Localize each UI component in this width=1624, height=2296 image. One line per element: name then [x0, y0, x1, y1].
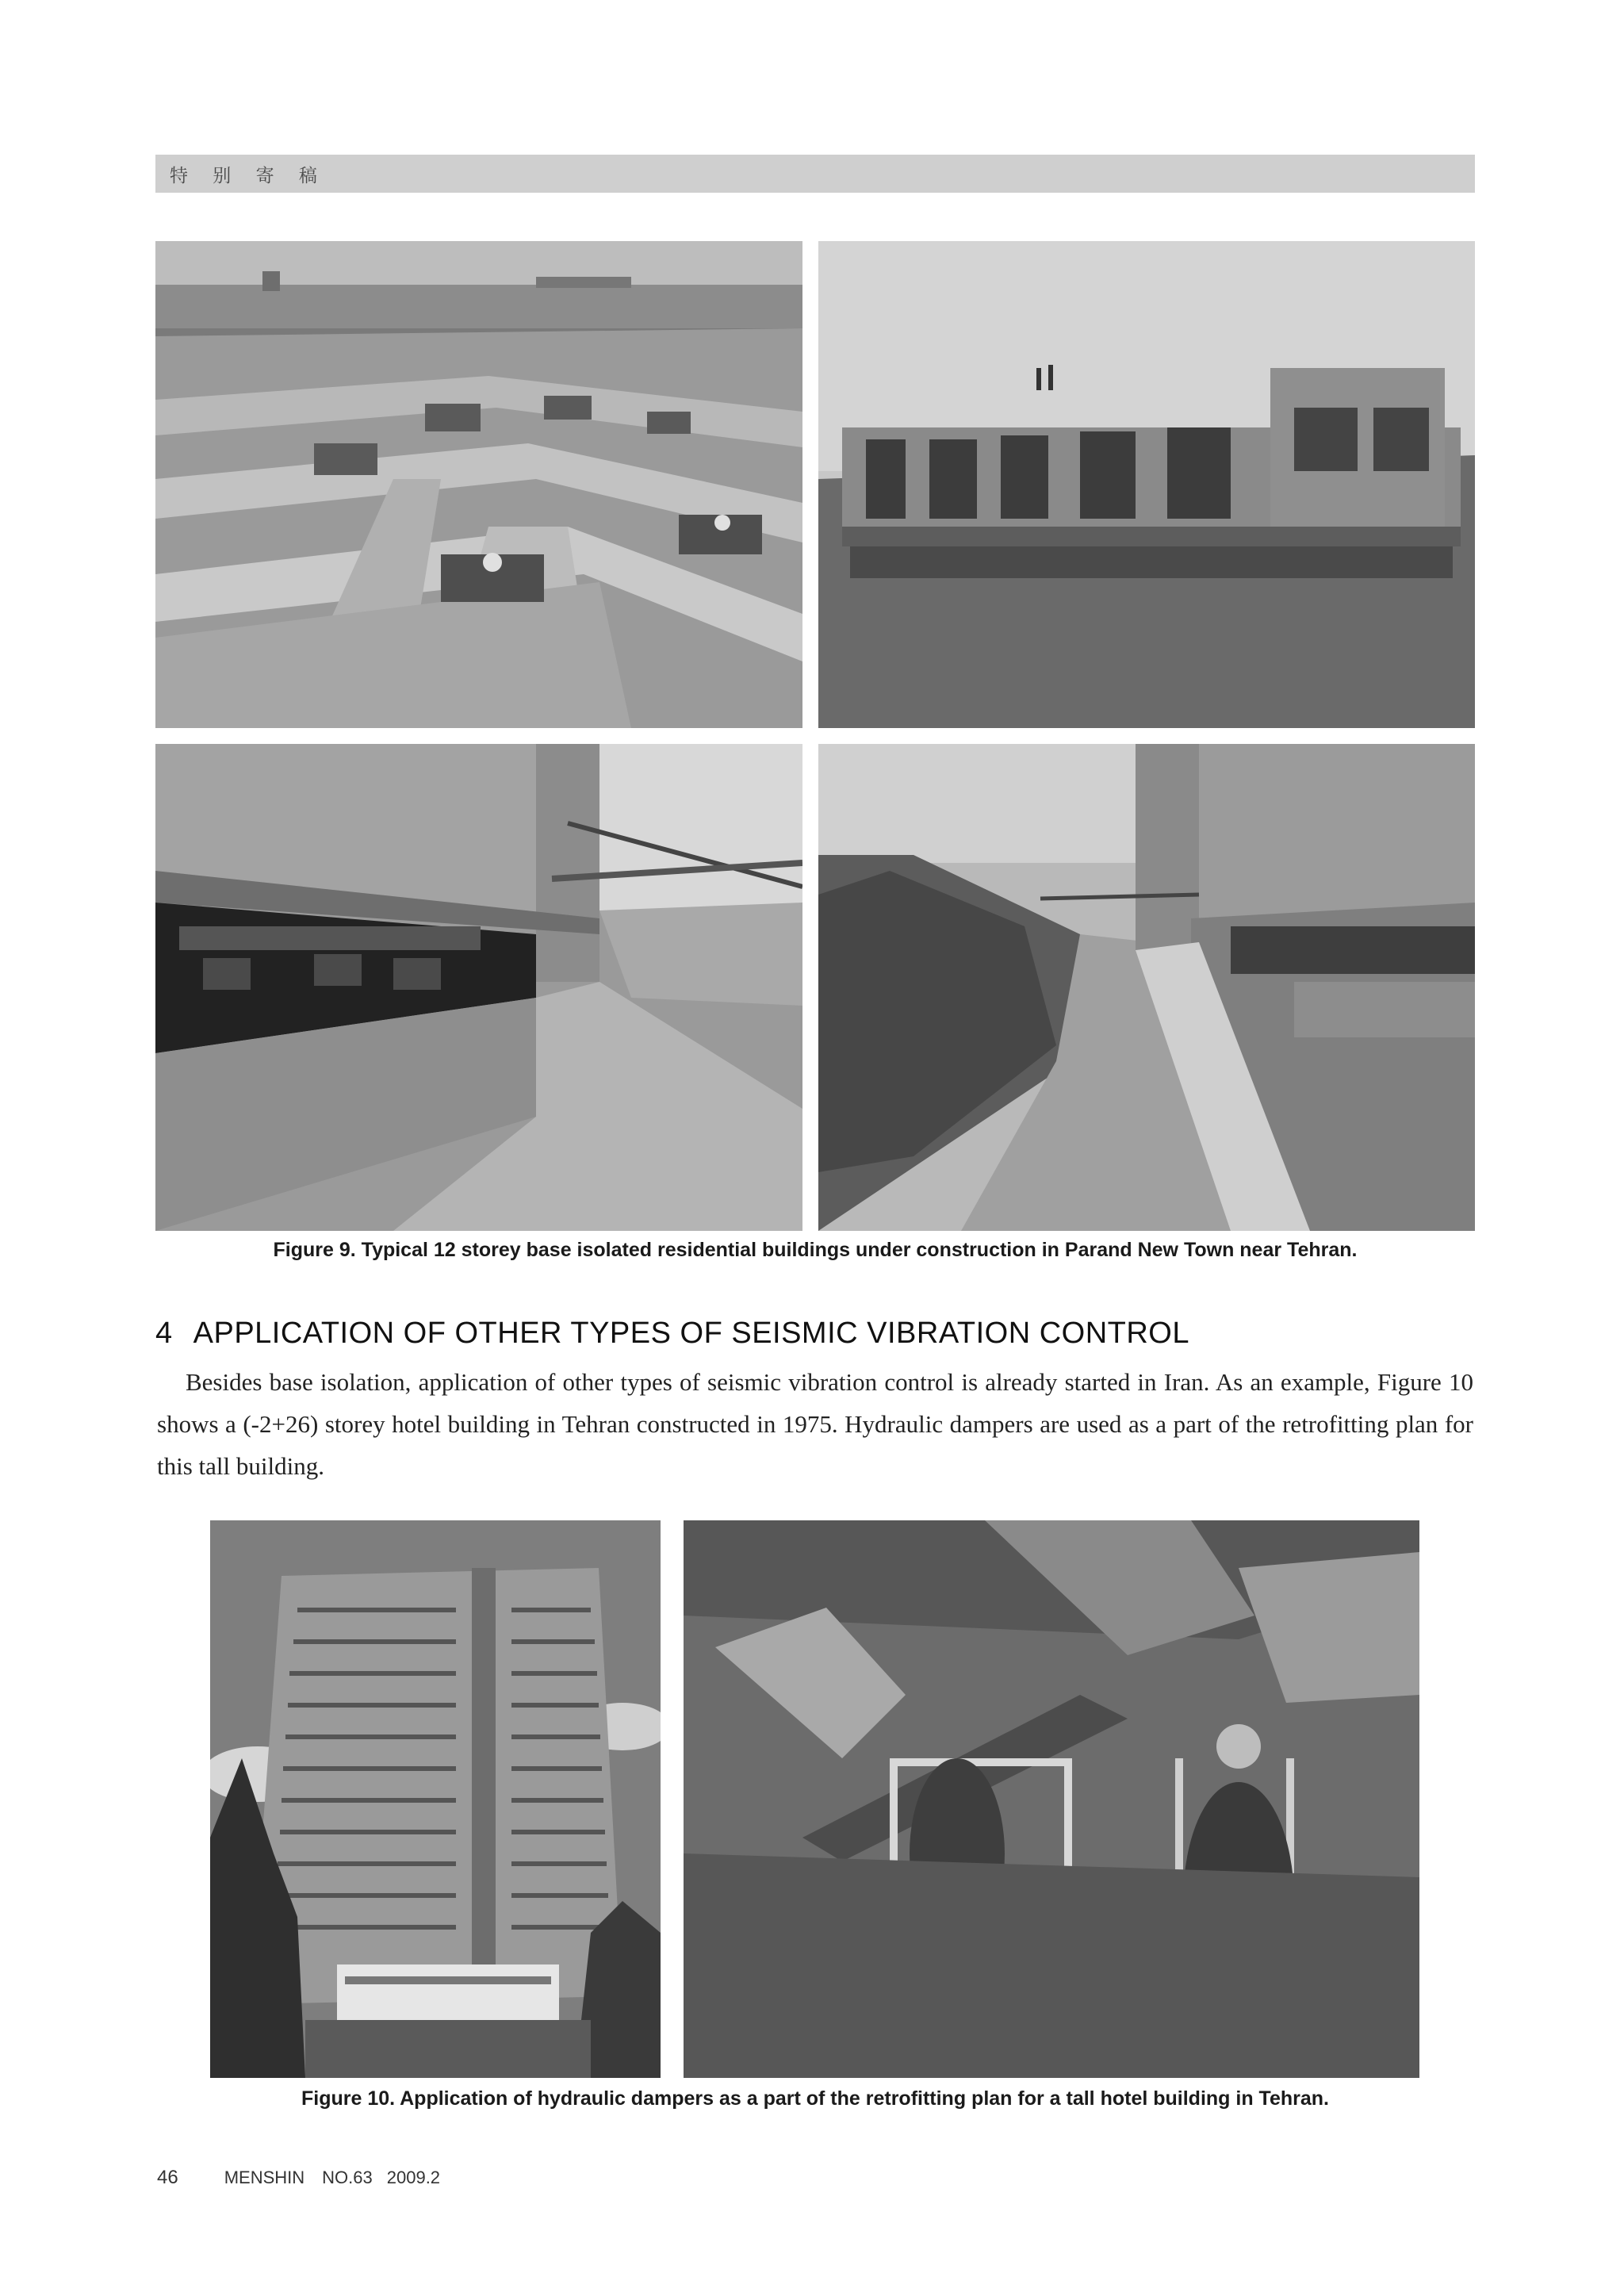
page-number: 46 [157, 2167, 178, 2188]
section-heading [155, 1317, 1475, 1351]
section-label: 特 别 寄 稿 [170, 166, 327, 186]
figure9-photo-isolation-gap [155, 744, 802, 1231]
body-paragraph: Besides base isolation, application of other types of seismic vibration control is already started in Iran. As an example, Figure 10 shows a (-2+26) storey hotel building in Tehran constructed in 1975. Hydraulic dampers are used as a part of the retrofitting plan for this tall building. [157, 1368, 1473, 1480]
figure10-caption: Figure 10. Application of hydraulic dampers as a part of the retrofitting plan for a tall hotel building in Tehran. [301, 2087, 1329, 2110]
figure9-photo-moat-trench [818, 744, 1475, 1231]
figure10-photo-hydraulic-dampers [684, 1520, 1419, 2078]
figure9-photo-isolator-grid [155, 241, 802, 728]
page-footer [157, 2167, 440, 2189]
section-number: 4 [155, 1317, 173, 1350]
figure9-photo-building-frame [818, 241, 1475, 728]
issue-number: NO.63 [322, 2168, 373, 2187]
journal-name: MENSHIN [224, 2168, 305, 2187]
header-bar [155, 155, 1475, 193]
section-title: APPLICATION OF OTHER TYPES OF SEISMIC VIBRATION CONTROL [193, 1317, 1189, 1350]
issue-date: 2009.2 [386, 2168, 441, 2187]
body-text [157, 1361, 1473, 1487]
figure9-caption: Figure 9. Typical 12 storey base isolated residential buildings under construction in Parand New Town near Tehran. [273, 1239, 1358, 1261]
figure10-photo-hotel-building [210, 1520, 661, 2078]
